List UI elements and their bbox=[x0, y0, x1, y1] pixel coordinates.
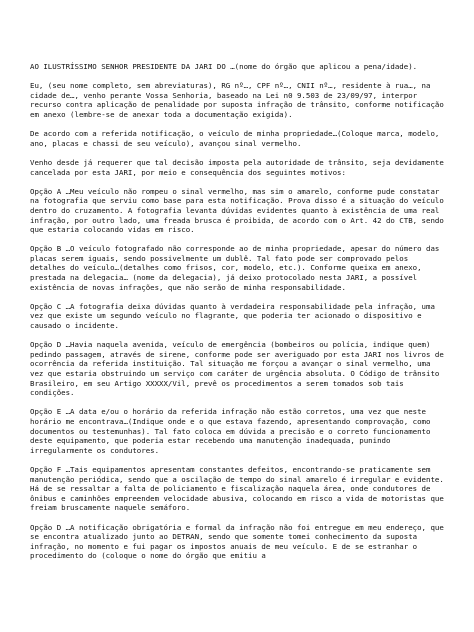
option-c-paragraph: Opção C …A fotografia deixa dúvidas quanto à verdadeira responsabilidade pela infração, uma vez que existe um segundo veículo no flagrante, que poderia ter acionado o dispositivo e causado o incidente. bbox=[30, 301, 435, 331]
option-b-paragraph: Opção B …O veículo fotografado não corresponde ao de minha propriedade, apesar do número das placas serem iguais, sendo possivelmente um dublê. Tal fato pode ser comprovado pelos detalhes do veículo…(detalhes como frisos, cor, modelo, etc.). Conforme queixa em anexo, prestada na delegacia… (nome da delegacia), já deixo protocolado nesta JARI, a possível existência de novas infrações, que não serão de minha responsabilidade. bbox=[30, 244, 440, 292]
option-a-paragraph: Opção A …Meu veículo não rompeu o sinal vermelho, mas sim o amarelo, conforme pude constatar na fotografia que serviu como base para esta notificação. Prova disso é a situação do veículo dentro do cruzamento. A fotografia levanta dúvidas evidentes quanto à existência de uma real infração, por outro lado, uma freada brusca é proibida, de acordo com o Art. 42 do CTB, sendo que estaria colocando vidas em risco. bbox=[30, 186, 444, 235]
vehicle-notification-paragraph: De acordo com a referida notificação, o veículo de minha propriedade…(Coloque marca, modelo, ano, placas e chassi de seu veículo), avançou sinal vermelho. bbox=[30, 129, 440, 148]
option-e-paragraph: Opção E …A data e/ou o horário da referida infração não estão corretos, uma vez que neste horário me encontrava…(Indique onde e o que estava fazendo, apresentando comprovação, como documentos ou testemunhas). Tal fato coloca em dúvida a precisão e o correto funcionamento deste equipamento, que poderia estar recebendo uma manutenção inadequada, punindo irregularmente os condutores. bbox=[30, 407, 431, 455]
option-d-paragraph: Opção D …Havia naquela avenida, veículo de emergência (bombeiros ou polícia, indique quem) pedindo passagem, através de sirene, conforme pode ser averiguado por esta JARI nos livros de ocorrência da referida instituição. Tal situação me forçou a avançar o sinal vermelho, uma vez que estaria obstruindo um serviço com caráter de urgência absoluta. O Código de trânsito Brasileiro, em seu Artigo XXXXX/Vil, prevê os procedimentos a serem tomados sob tais condições. bbox=[30, 340, 444, 398]
option-d-notification-paragraph: Opção D …A notificação obrigatória e formal da infração não foi entregue em meu endereço, que se encontra atualizado junto ao DETRAN, sendo que somente tomei conhecimento da suposta infração, no momento e fui pagar os impostos anuais de meu veículo. E de se estranhar o procedimento do (coloque o nome do órgão que emitiu a bbox=[30, 522, 444, 561]
request-paragraph: Venho desde já requerer que tal decisão imposta pela autoridade de trânsito, seja devidamente cancelada por esta JARI, por meio e consequência dos seguintes motivos: bbox=[30, 157, 444, 177]
option-f-paragraph: Opção F …Tais equipamentos apresentam constantes defeitos, encontrando-se praticamente sem manutenção periódica, sendo que a oscilação de tempo do sinal amarelo é irregular e evidente. Há de se ressaltar a falta de policiamento e fiscalização naquela área, onde condutores de ônibus e caminhões empreendem velocidade abusiva, colocando em risco a vida de motoristas que freiam bruscamente naquele semáforo. bbox=[30, 464, 444, 513]
requester-identification-paragraph: Eu, (seu nome completo, sem abreviaturas), RG nº…, CPF nº…, CNII nº…, residente à rua…, na cidade de…, venho perante Vossa Senhoria, baseado na Lei n0 9.503 de 23/09/97, interpor recurso contra aplicação de penalidade por suposta infração de trânsito, conforme notificação em anexo (lembre-se de anexar toda a documentação exigida). bbox=[30, 81, 444, 119]
addressee-heading: AO ILUSTRÍSSIMO SENHOR PRESIDENTE DA JARI DO …(nome do órgão que aplicou a pena/idade). bbox=[30, 62, 418, 71]
